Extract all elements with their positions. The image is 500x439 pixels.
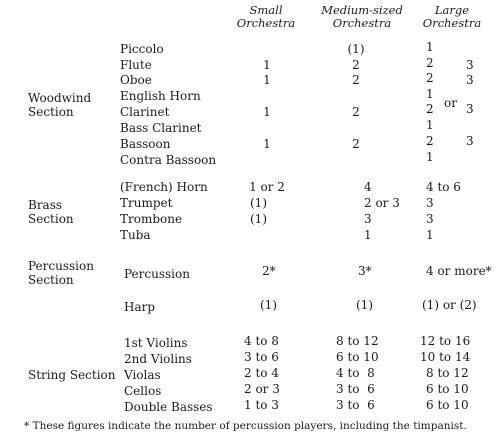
header-small-line1: Small [249, 3, 283, 17]
count-large: 12 to 16 [420, 334, 471, 348]
count-large: 10 to 14 [420, 350, 471, 364]
count-large: 4 or more* [426, 264, 492, 278]
count-medium: 2 [352, 73, 360, 87]
count-large: 6 to 10 [426, 398, 469, 412]
count-small: 4 to 8 [244, 334, 279, 348]
header-large-line1: Large [434, 3, 470, 17]
section-string [28, 368, 116, 382]
count-small: 2 to 4 [244, 366, 279, 380]
section-brass-line1: Brass [28, 198, 63, 212]
instrument-name: 2nd Violins [124, 352, 192, 366]
count-large: 1 [426, 150, 434, 164]
footnote: * These figures indicate the number of percussion players, including the timpanist. [24, 420, 467, 432]
section-woodwind [28, 91, 91, 119]
instrument-name: 1st Violins [124, 336, 188, 350]
count-medium: 3 to 6 [336, 382, 375, 396]
count-small: (1) [260, 298, 277, 312]
count-medium: 1 [364, 228, 372, 242]
count-medium: 4 [364, 180, 372, 194]
count-large: 2 [426, 134, 434, 148]
count-small: 1 [263, 137, 271, 151]
count-small: 2 or 3 [244, 382, 280, 396]
count-medium: 3* [358, 264, 372, 278]
section-woodwind-line2: Section [28, 105, 74, 119]
count-large: 2 [426, 56, 434, 70]
header-medium-line1: Medium-sized [321, 3, 403, 17]
count-large: 3 [426, 212, 434, 226]
count-medium: 2 [352, 58, 360, 72]
instrument-name: (French) Horn [120, 180, 208, 194]
count-large: (1) or (2) [422, 298, 477, 312]
count-large: 2 [426, 102, 434, 116]
count-small: 1 [263, 105, 271, 119]
count-large: 1 [426, 87, 434, 101]
header-large-orchestra [412, 4, 492, 30]
count-large: 1 [426, 228, 434, 242]
header-small-orchestra [226, 4, 306, 30]
alt-oboe-count: 3 [466, 73, 474, 87]
instrument-name: Harp [124, 300, 156, 314]
instrument-name: Flute [120, 58, 152, 72]
count-medium: 2 or 3 [364, 196, 400, 210]
instrument-name: Trombone [120, 212, 183, 226]
count-medium: 6 to 10 [336, 350, 379, 364]
count-small: 2* [262, 264, 276, 278]
header-medium-line2: Orchestra [332, 16, 392, 30]
instrument-name: Percussion [124, 267, 190, 281]
instrument-name: Violas [124, 368, 161, 382]
section-woodwind-line1: Woodwind [28, 91, 92, 105]
header-medium-orchestra [312, 4, 412, 30]
instrument-name: Double Basses [124, 400, 213, 414]
count-large: 6 to 10 [426, 382, 469, 396]
count-large: 3 [426, 196, 434, 210]
section-percussion-line1: Percussion [28, 259, 94, 273]
count-small: 3 to 6 [244, 350, 279, 364]
instrument-name: Trumpet [120, 196, 173, 210]
instrument-name: Tuba [120, 228, 151, 242]
count-medium: 2 [352, 105, 360, 119]
count-medium: 3 to 6 [336, 398, 375, 412]
section-string-line1: String Section [28, 368, 116, 382]
count-small: 1 [263, 58, 271, 72]
instrument-name: Clarinet [120, 105, 170, 119]
count-small: (1) [250, 212, 267, 226]
count-small: 1 or 2 [249, 180, 285, 194]
instrument-name: Bassoon [120, 137, 171, 151]
instrument-name: Bass Clarinet [120, 121, 202, 135]
section-percussion-line2: Section [28, 273, 74, 287]
instrument-name: English Horn [120, 89, 201, 103]
count-medium: 3 [364, 212, 372, 226]
count-small: 1 [263, 73, 271, 87]
instrument-name: Contra Bassoon [120, 153, 217, 167]
alt-flute-count: 3 [466, 58, 474, 72]
count-medium: (1) [347, 42, 365, 56]
count-large: 1 [426, 40, 434, 54]
header-small-line2: Orchestra [236, 16, 296, 30]
section-percussion [28, 259, 94, 287]
section-brass [28, 198, 74, 226]
section-brass-line2: Section [28, 212, 74, 226]
count-medium: 8 to 12 [336, 334, 379, 348]
count-medium: (1) [356, 298, 373, 312]
alt-or-word: or [444, 96, 457, 110]
header-large-line2: Orchestra [422, 16, 482, 30]
instrument-name: Oboe [120, 73, 152, 87]
count-medium: 2 [352, 137, 360, 151]
count-small: (1) [250, 196, 267, 210]
instrument-name: Cellos [124, 384, 162, 398]
count-large: 8 to 12 [426, 366, 469, 380]
instrument-name: Piccolo [120, 42, 164, 56]
alt-bassoon-count: 3 [466, 134, 474, 148]
alt-clarinet-count: 3 [466, 102, 474, 116]
count-large: 1 [426, 118, 434, 132]
count-large: 4 to 6 [426, 180, 461, 194]
count-large: 2 [426, 71, 434, 85]
count-small: 1 to 3 [244, 398, 279, 412]
count-medium: 4 to 8 [336, 366, 375, 380]
